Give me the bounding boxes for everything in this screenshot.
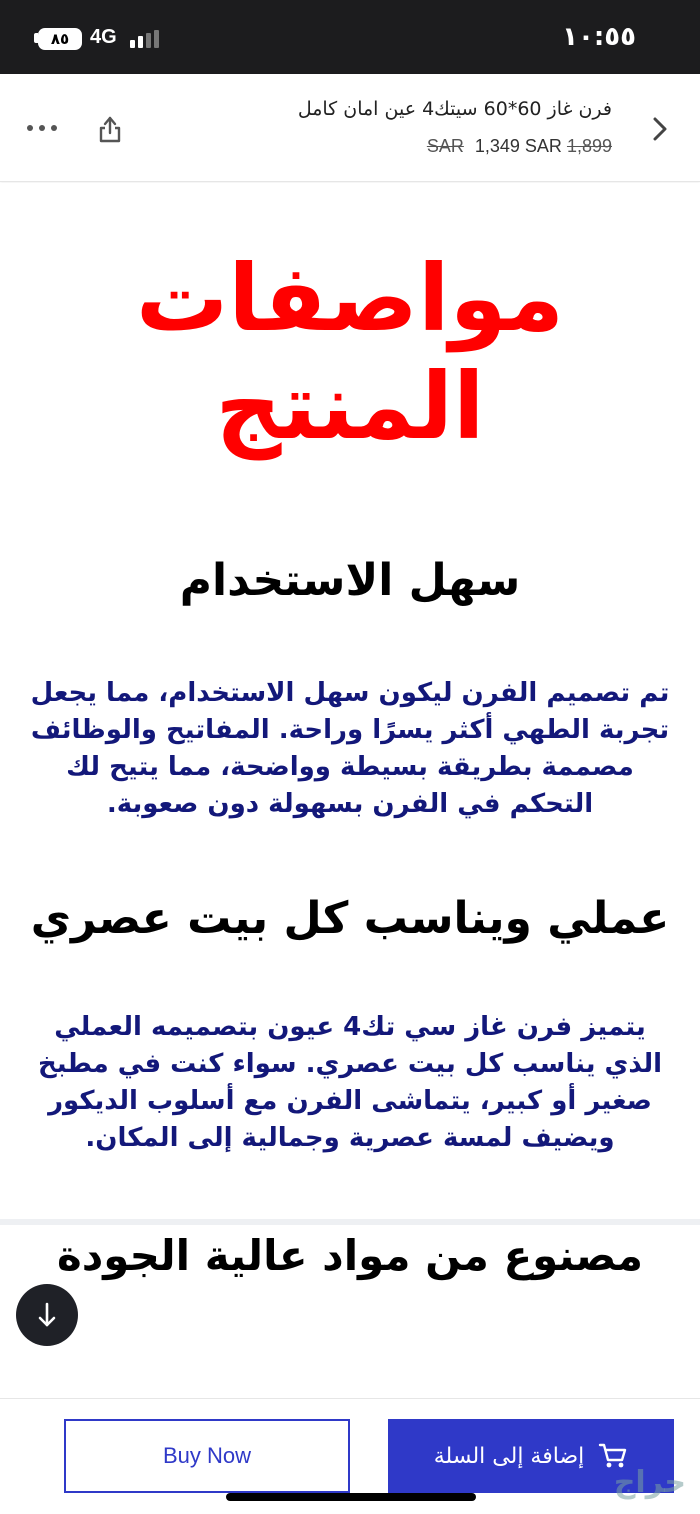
clock: ١٠:٥٥ bbox=[562, 22, 636, 52]
scroll-down-button[interactable] bbox=[16, 1284, 78, 1346]
bottom-action-bar bbox=[0, 1398, 700, 1514]
add-to-cart-label: إضافة إلى السلة bbox=[433, 1443, 585, 1469]
share-icon[interactable] bbox=[96, 114, 124, 144]
network-type: 4G bbox=[90, 26, 117, 48]
price-current: 1,349 SAR bbox=[474, 136, 562, 156]
back-chevron-icon[interactable] bbox=[646, 114, 672, 144]
signal-icon bbox=[130, 30, 164, 48]
specs-title: مواصفات المنتج bbox=[135, 245, 565, 460]
price-old-currency: SAR bbox=[426, 136, 464, 156]
product-title: فرن غاز 60*60 سيتك4 عين امان كامل bbox=[297, 98, 612, 120]
section-heading-ease-of-use: سهل الاستخدام bbox=[179, 555, 521, 606]
price-strikethrough: 1,899 bbox=[566, 136, 612, 156]
section-text-practical: يتميز فرن غاز سي تك4 عيون بتصميمه العملي الذي يناسب كل بيت عصري. سواء كنت في مطبخ صغير أو كبير، يتماشى الفرن مع أسلوب الديكور ويضيف لمسة عصرية وجمالية إلى المكان. bbox=[37, 1012, 663, 1153]
product-description bbox=[0, 183, 700, 1219]
price-row bbox=[413, 136, 612, 157]
home-indicator[interactable] bbox=[226, 1493, 476, 1501]
arrow-down-icon bbox=[16, 1284, 78, 1346]
section-heading-quality: مصنوع من مواد عالية الجودة bbox=[56, 1231, 644, 1280]
section-divider bbox=[0, 1219, 700, 1225]
haraj-watermark: حراج bbox=[613, 1465, 686, 1500]
product-header bbox=[0, 74, 700, 182]
status-bar bbox=[0, 0, 700, 74]
buy-now-button[interactable]: Buy Now bbox=[64, 1419, 350, 1493]
section-text-ease-of-use: تم تصميم الفرن ليكون سهل الاستخدام، مما يجعل تجربة الطهي أكثر يسرًا وراحة. المفاتيح والوظائف مصممة بطريقة بسيطة وواضحة، مما يتيح لك التحكم في الفرن بسهولة دون صعوبة. bbox=[30, 678, 670, 819]
battery-indicator: ٨٥ bbox=[38, 28, 82, 50]
section-heading-practical: عملي ويناسب كل بيت عصري bbox=[30, 893, 670, 944]
more-icon[interactable] bbox=[26, 122, 58, 134]
